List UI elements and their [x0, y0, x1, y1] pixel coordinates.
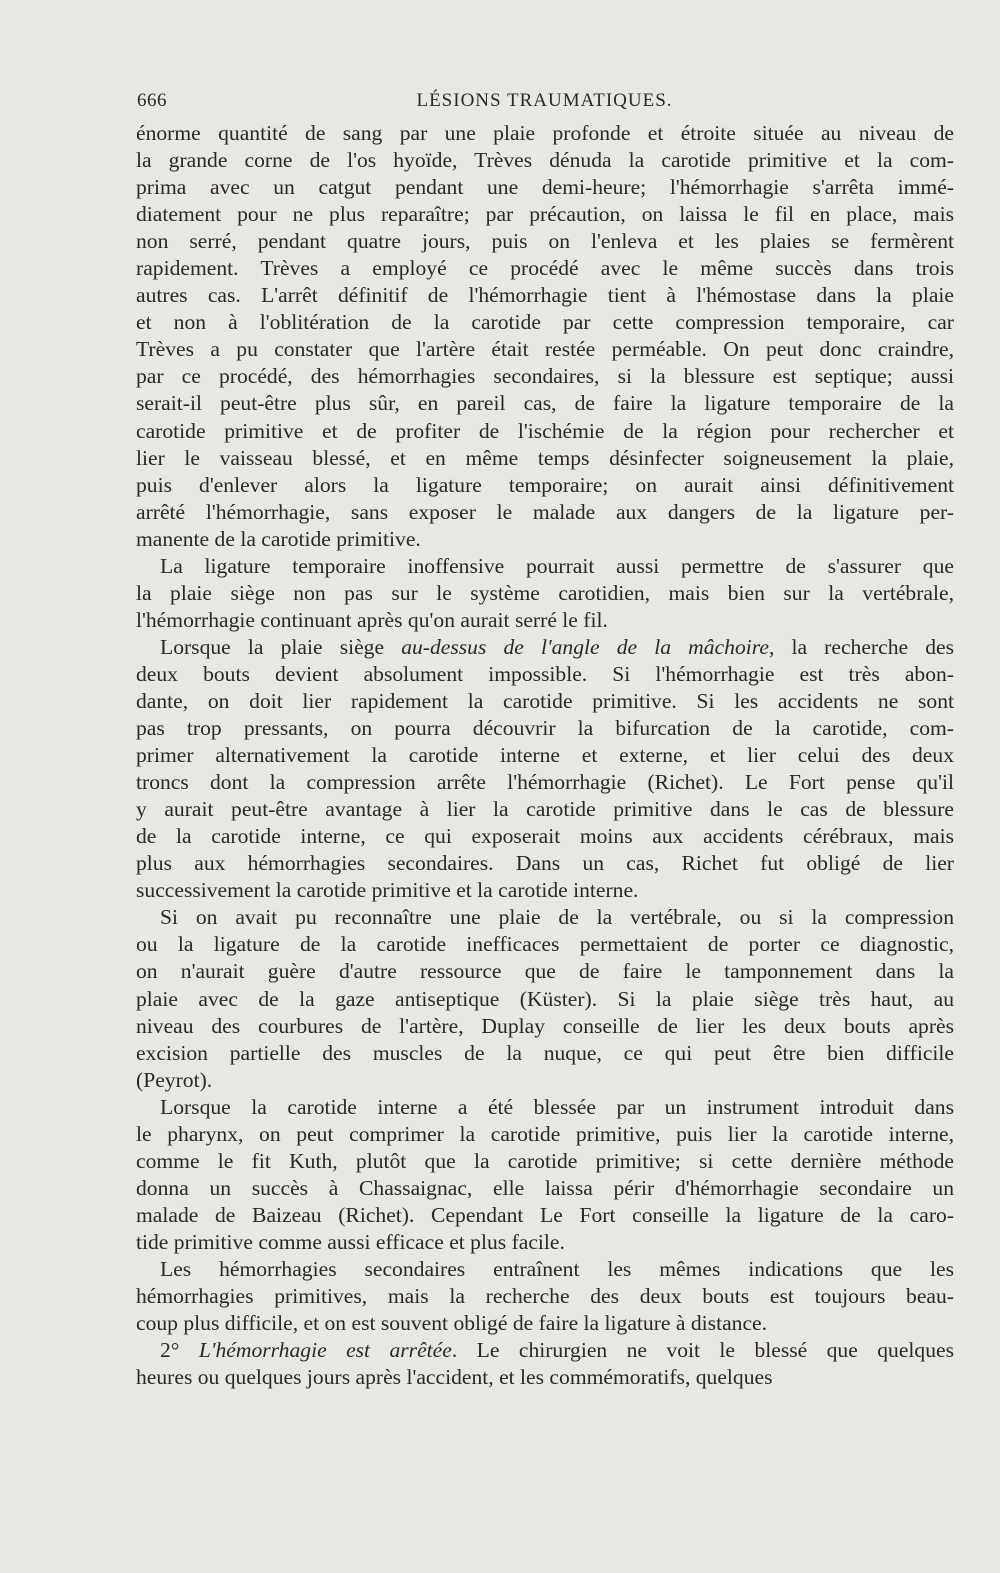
text-line: puis d'enlever alors la ligature temporaire; on aurait ainsi définitivement: [136, 472, 954, 497]
text-line: manente de la carotide primitive.: [136, 526, 421, 551]
text-line: autres cas. L'arrêt définitif de l'hémorrhagie tient à l'hémostase dans la plaie: [136, 283, 954, 308]
paragraph: [136, 1094, 954, 1256]
text-line: plaie avec de la gaze antiseptique (Küster). Si la plaie siège très haut, au: [136, 986, 954, 1011]
text-line: deux bouts devient absolument impossible. Si l'hémorrhagie est très abon-: [136, 661, 954, 686]
text-line: hémorrhagies primitives, mais la recherche des deux bouts est toujours beau-: [136, 1284, 954, 1309]
text-line: de la carotide interne, ce qui exposerait moins aux accidents cérébraux, mais: [136, 824, 954, 849]
text-line: La ligature temporaire inoffensive pourrait aussi permettre de s'assurer que: [160, 553, 954, 578]
text-line: tide primitive comme aussi efficace et plus facile.: [136, 1229, 565, 1254]
text-run: 2°: [160, 1338, 199, 1363]
paragraph: [136, 1256, 954, 1337]
page-header: [137, 90, 952, 116]
italic-phrase: au-dessus de l'angle de la mâchoire: [401, 634, 769, 659]
text-line: dante, on doit lier rapidement la carotide primitive. Si les accidents ne sont: [136, 688, 954, 713]
text-line: énorme quantité de sang par une plaie profonde et étroite située au niveau de: [136, 121, 954, 145]
paragraph: [136, 634, 954, 904]
text-line: successivement la carotide primitive et la carotide interne.: [136, 878, 639, 903]
text-line: carotide primitive et de profiter de l'ischémie de la région pour rechercher et: [136, 418, 954, 443]
text-run: Lorsque la plaie siège: [160, 634, 402, 659]
text-run: . Le chirurgien ne voit le blessé que quelques: [451, 1338, 954, 1363]
page-number: 666: [137, 90, 167, 111]
text-line: Trèves a pu constater que l'artère était restée perméable. On peut donc craindre,: [136, 337, 954, 362]
text-line: la grande corne de l'os hyoïde, Trèves dénuda la carotide primitive et la com-: [136, 148, 954, 173]
running-head: LÉSIONS TRAUMATIQUES.: [416, 90, 673, 111]
text-line: [136, 1337, 954, 1364]
text-line: niveau des courbures de l'artère, Duplay conseille de lier les deux bouts après: [136, 1013, 954, 1038]
body-text: [136, 120, 954, 1391]
text-line: y aurait peut-être avantage à lier la carotide primitive dans le cas de blessure: [136, 797, 954, 822]
text-line: et non à l'oblitération de la carotide par cette compression temporaire, car: [136, 310, 954, 335]
text-line: excision partielle des muscles de la nuque, ce qui peut être bien difficile: [136, 1040, 954, 1065]
text-line: le pharynx, on peut comprimer la carotide primitive, puis lier la carotide interne,: [136, 1121, 954, 1146]
text-line: l'hémorrhagie continuant après qu'on aurait serré le fil.: [136, 607, 608, 632]
paragraph: [136, 904, 954, 1093]
paragraph: [136, 1337, 954, 1391]
text-line: Si on avait pu reconnaître une plaie de la vertébrale, ou si la compression: [160, 905, 954, 930]
text-line: ou la ligature de la carotide inefficaces permettaient de porter ce diagnostic,: [136, 932, 954, 957]
text-line: primer alternativement la carotide interne et externe, et lier celui des deux: [136, 743, 954, 768]
text-line: non serré, pendant quatre jours, puis on l'enleva et les plaies se fermèrent: [136, 229, 954, 254]
text-line: la plaie siège non pas sur le système carotidien, mais bien sur la vertébrale,: [136, 580, 954, 605]
text-line: rapidement. Trèves a employé ce procédé avec le même succès dans trois: [136, 256, 954, 281]
text-line: plus aux hémorrhagies secondaires. Dans un cas, Richet fut obligé de lier: [136, 851, 954, 876]
text-line: heures ou quelques jours après l'accident, et les commémoratifs, quelques: [136, 1365, 773, 1390]
paragraph: [136, 120, 954, 553]
text-line: prima avec un catgut pendant une demi-heure; l'hémorrhagie s'arrêta immé-: [136, 175, 954, 200]
paragraph: [136, 553, 954, 634]
text-line: diatement pour ne plus reparaître; par précaution, on laissa le fil en place, mais: [136, 202, 954, 227]
text-line: serait-il peut-être plus sûr, en pareil cas, de faire la ligature temporaire de la: [136, 391, 954, 416]
text-line: pas trop pressants, on pourra découvrir la bifurcation de la carotide, com-: [136, 716, 954, 741]
text-line: arrêté l'hémorrhagie, sans exposer le malade aux dangers de la ligature per-: [136, 499, 954, 524]
text-line: troncs dont la compression arrête l'hémorrhagie (Richet). Le Fort pense qu'il: [136, 770, 954, 795]
italic-phrase: L'hémorrhagie est arrêtée: [198, 1338, 452, 1363]
text-line: comme le fit Kuth, plutôt que la carotide primitive; si cette dernière méthode: [136, 1148, 954, 1173]
text-line: Les hémorrhagies secondaires entraînent les mêmes indications que les: [160, 1256, 954, 1281]
text-line: Lorsque la carotide interne a été blessée par un instrument introduit dans: [160, 1094, 954, 1119]
text-line: [136, 634, 954, 661]
text-line: on n'aurait guère d'autre ressource que de faire le tamponnement dans la: [136, 959, 954, 984]
text-line: par ce procédé, des hémorrhagies secondaires, si la blessure est septique; aussi: [136, 364, 954, 389]
text-line: (Peyrot).: [136, 1067, 213, 1092]
text-run: , la recherche des: [768, 634, 954, 659]
text-line: coup plus difficile, et on est souvent obligé de faire la ligature à distance.: [136, 1311, 768, 1336]
text-line: malade de Baizeau (Richet). Cependant Le Fort conseille la ligature de la caro-: [136, 1202, 954, 1227]
text-line: lier le vaisseau blessé, et en même temps désinfecter soigneusement la plaie,: [136, 445, 954, 470]
text-line: donna un succès à Chassaignac, elle laissa périr d'hémorrhagie secondaire un: [136, 1175, 954, 1200]
